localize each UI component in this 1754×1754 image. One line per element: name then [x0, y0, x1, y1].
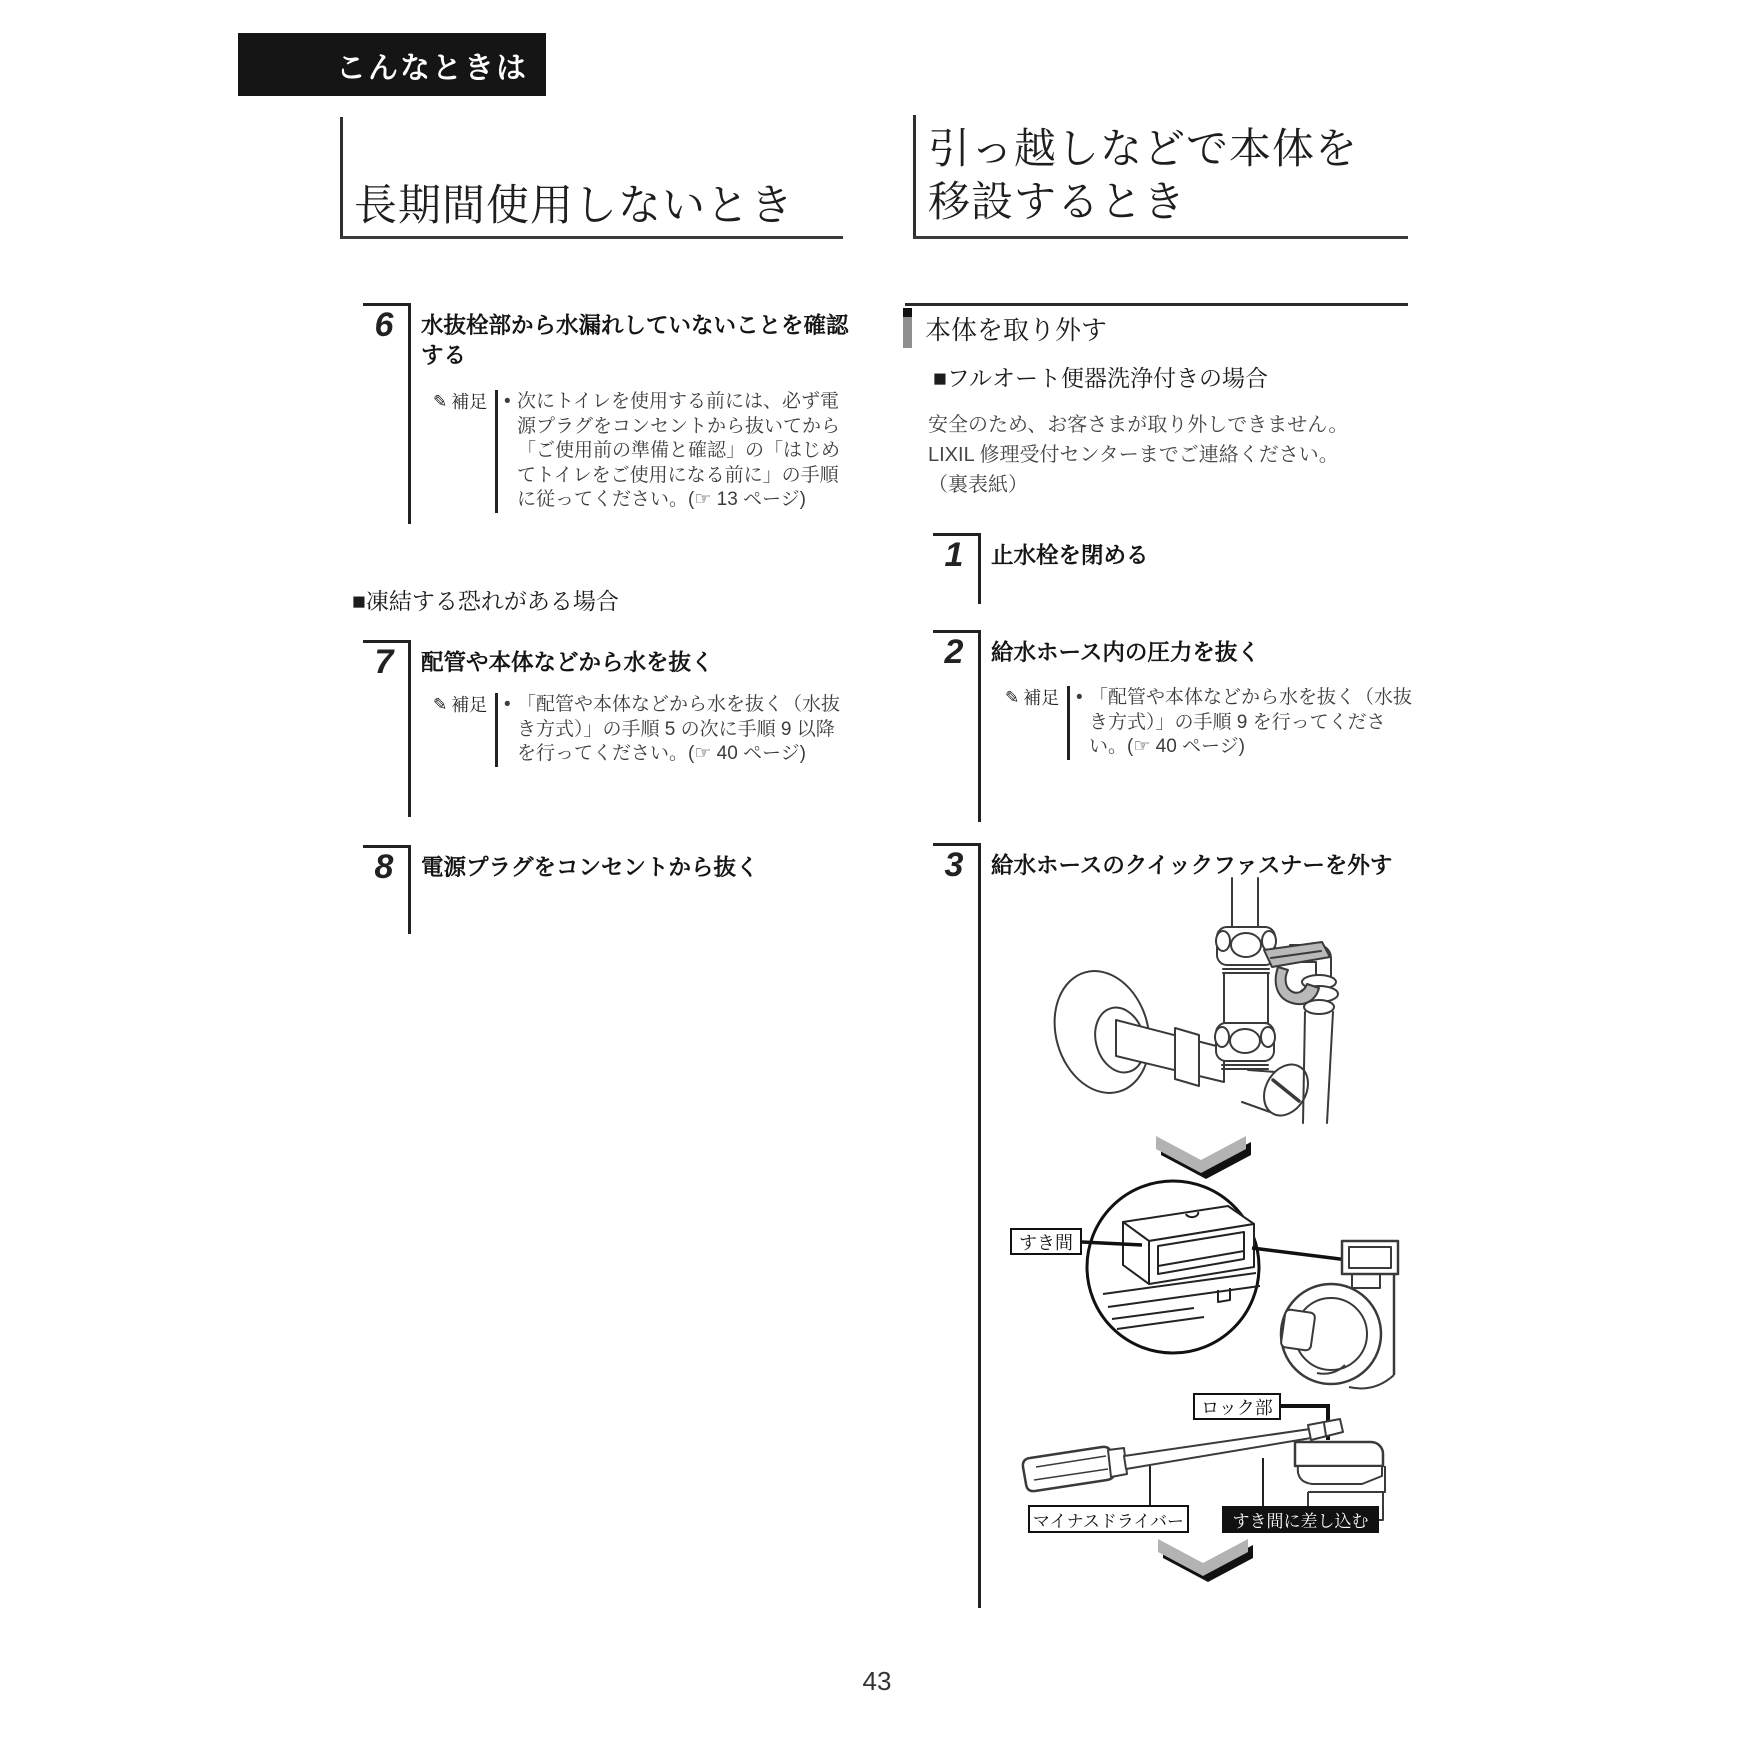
paragraph-line1: 安全のため、お客さまが取り外しできません。 [928, 414, 1349, 436]
step-2-vline [978, 630, 981, 822]
section-paragraph [928, 410, 1428, 500]
supplement-note-7 [433, 693, 847, 767]
supplement-label: 補足 [451, 695, 488, 715]
down-arrow-icon [1156, 1136, 1251, 1179]
quick-fastener-illustration [1281, 1241, 1398, 1389]
note-text: 次にトイレを使用する前には、必ず電源プラグをコンセントから抜いてから「ご使用前の準備と確認」の「はじめてトイレをご使用になる前に」の手順に従ってください。(☞ 13 ページ) [517, 391, 841, 510]
step-6-vline [408, 303, 411, 524]
pencil-icon: ✎ [1005, 688, 1020, 707]
step-3-title: 給水ホースのクイックファスナーを外す [991, 853, 1393, 878]
step-8-vline [408, 845, 411, 934]
section-badge-label: こんなときは [336, 51, 528, 85]
note-divider [495, 693, 498, 767]
supplement-note-6 [433, 390, 847, 513]
supplement-label: 補足 [1023, 688, 1060, 708]
lock-label: ロック部 [1193, 1393, 1281, 1420]
pencil-icon: ✎ [433, 695, 448, 714]
step-1-number: 1 [944, 536, 964, 574]
step-1-vline [978, 533, 981, 604]
note-text: 「配管や本体などから水を抜く（水抜き方式）」の手順 9 を行ってください。(☞ 40 ページ) [1089, 687, 1413, 757]
magnifier-leader [1252, 1248, 1356, 1261]
note-bullet: • [504, 694, 511, 715]
note-divider [495, 390, 498, 513]
step-2-number: 2 [944, 633, 964, 671]
freeze-case-heading: ■凍結する恐れがある場合 [352, 588, 619, 614]
paragraph-line3: （裏表紙） [928, 474, 1028, 496]
section-top-rule [905, 303, 1408, 306]
step-1-title: 止水栓を閉める [991, 543, 1149, 568]
right-title-line2: 移設するとき [928, 178, 1187, 225]
note-bullet: • [1076, 687, 1083, 708]
supplement-head [1005, 686, 1067, 760]
magnifier-detail-illustration [1087, 1181, 1260, 1353]
step-6-number: 6 [374, 306, 394, 344]
step-2-title: 給水ホース内の圧力を抜く [991, 640, 1260, 665]
step-8-title: 電源プラグをコンセントから抜く [421, 855, 759, 880]
right-title-bar [913, 115, 916, 237]
down-arrow-icon [1158, 1539, 1253, 1582]
step-7-title: 配管や本体などから水を抜く [421, 650, 714, 675]
left-title-bar [340, 117, 343, 237]
step-8-number: 8 [374, 848, 394, 886]
screwdriver-label: マイナスドライバー [1028, 1505, 1189, 1533]
note-text: 「配管や本体などから水を抜く（水抜き方式）」の手順 5 の次に手順 9 以降を行ってください。(☞ 40 ページ) [517, 694, 841, 764]
section-heading: 本体を取り外す [925, 315, 1108, 345]
left-title-rule [340, 236, 843, 239]
section-heading-bar [903, 308, 912, 348]
supplement-note-2 [1005, 686, 1419, 760]
note-divider [1067, 686, 1070, 760]
supplement-label: 補足 [451, 392, 488, 412]
pencil-icon: ✎ [433, 392, 448, 411]
right-title-line1: 引っ越しなどで本体を [928, 125, 1359, 172]
stop-valve-illustration [1041, 878, 1338, 1123]
step-7-vline [408, 640, 411, 817]
supplement-head [433, 390, 495, 513]
right-title-rule [913, 236, 1408, 239]
step-7-number: 7 [374, 643, 394, 681]
step-3-number: 3 [944, 846, 964, 884]
left-column-title: 長期間使用しないとき [354, 182, 794, 230]
gap-label: すき間 [1010, 1228, 1082, 1255]
fullauto-sub-heading: ■フルオート便器洗浄付きの場合 [933, 365, 1268, 391]
right-column-title [928, 122, 1358, 228]
section-badge [238, 33, 546, 96]
step-3-vline [978, 843, 981, 1608]
step-6-title: 水抜栓部から水漏れしていないことを確認する [421, 313, 849, 368]
supplement-head [433, 693, 495, 767]
insert-into-gap-label: すき間に差し込む [1222, 1506, 1379, 1533]
paragraph-line2: LIXIL 修理受付センターまでご連絡ください。 [928, 444, 1339, 466]
note-bullet: • [504, 391, 511, 412]
page-number: 43 [862, 1666, 892, 1696]
